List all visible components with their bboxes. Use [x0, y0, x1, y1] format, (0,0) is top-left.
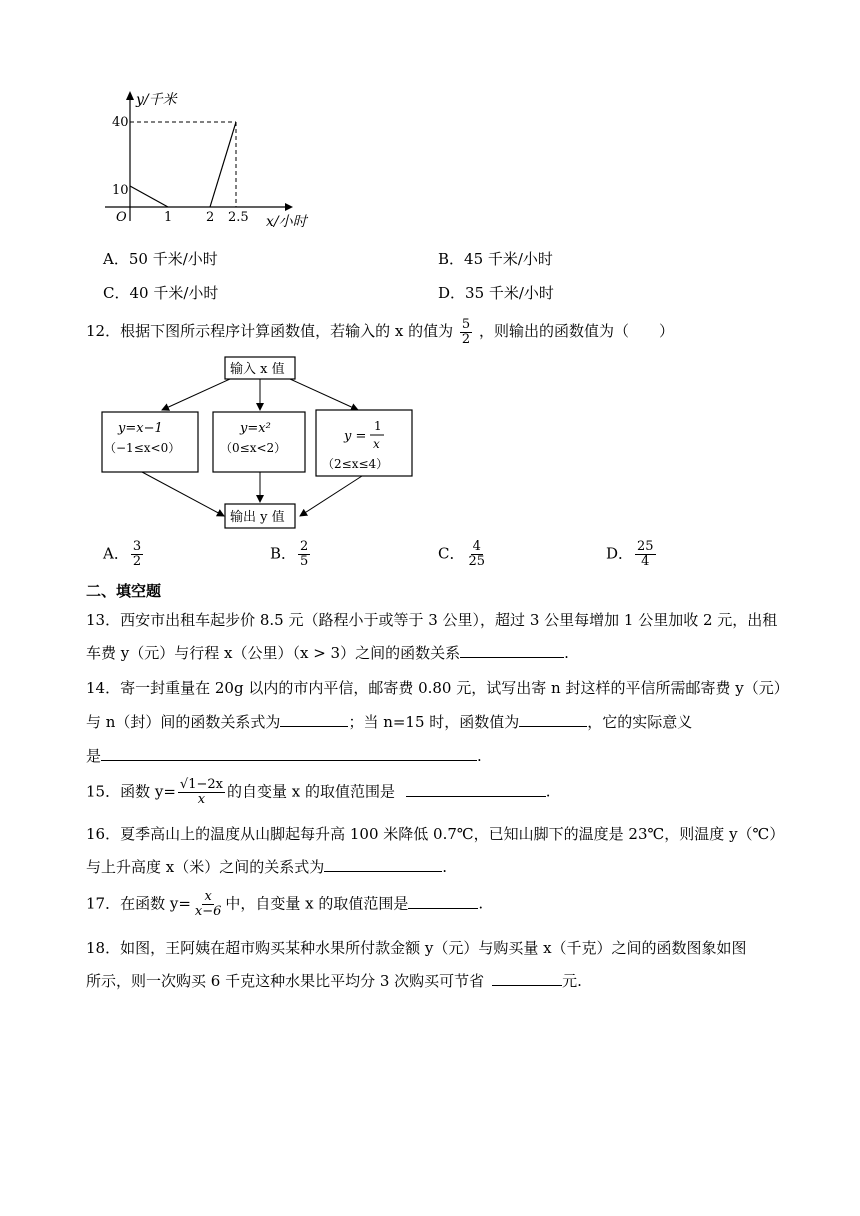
- flow-input-label: 输入 x 值: [230, 362, 285, 377]
- flow-arrow-from-box1: [142, 472, 224, 516]
- flow-box-3-domain: （2≤x≤4）: [322, 457, 389, 471]
- section-2-title: 二、填空题: [86, 582, 162, 600]
- segment-return: [130, 186, 168, 207]
- q14-answer-blank-1[interactable]: [280, 712, 348, 727]
- flow-box-1-formula: y=x−1: [118, 421, 163, 436]
- flow-arrow-to-box1: [162, 379, 230, 410]
- q14-line1: 14．寄一封重量在 20g 以内的市内平信，邮寄费 0.80 元，试写出寄 n 封这样的平信所需邮寄费 y（元）: [86, 679, 789, 697]
- x-tick-2: 2: [206, 210, 215, 225]
- q13-answer-blank[interactable]: [460, 643, 564, 658]
- y-axis-arrow: [126, 91, 134, 100]
- x-axis-arrow: [285, 203, 293, 211]
- x-axis-label: x/小时: [266, 214, 307, 230]
- q14-line2: 与 n（封）间的函数关系式为 ；当 n=15 时，函数值为 ，它的实际意义: [86, 713, 693, 731]
- distance-time-graph: [100, 86, 330, 236]
- q16-line2: 与上升高度 x（米）之间的关系式为 .: [86, 858, 448, 876]
- q12-option-b: B． $\frac{2}{5}$: [270, 539, 309, 569]
- flow-box-3-num: 1: [374, 419, 382, 433]
- q16-line1: 16．夏季高山上的温度从山脚起每升高 100 米降低 0.7℃，已知山脚下的温度是 23℃，则温度 y（℃）: [86, 825, 785, 843]
- flow-box-3-lhs: y =: [344, 429, 367, 444]
- q17-answer-blank[interactable]: [408, 894, 478, 909]
- q14-answer-blank-2[interactable]: [519, 712, 587, 727]
- q12-option-a: A． $\frac{3}{2}$: [103, 539, 142, 569]
- x-tick-1: 1: [164, 210, 173, 225]
- flow-output-label: 输出 y 值: [230, 510, 285, 525]
- q11-option-b: B．45 千米/小时: [438, 250, 553, 268]
- q17-line: 17．在函数 y= $\frac{x}{x-6}$ 中，自变量 x 的取值范围是 .: [86, 889, 484, 919]
- y-tick-10: 10: [112, 183, 129, 198]
- q18-line1: 18．如图，王阿姨在超市购买某种水果所付款金额 y（元）与购买量 x（千克）之间的函数图象如图: [86, 939, 747, 957]
- q18-answer-blank[interactable]: [492, 971, 562, 986]
- q16-answer-blank[interactable]: [324, 857, 442, 872]
- q12-input-fraction: $\frac{5}{2}$: [461, 316, 471, 347]
- flow-box-2-formula: y=x²: [240, 421, 271, 436]
- q12-flowchart: [100, 354, 420, 534]
- y-tick-40: 40: [112, 115, 129, 130]
- y-axis-label: y/千米: [136, 92, 177, 108]
- segment-outgoing: [210, 122, 236, 207]
- x-tick-2-5: 2.5: [228, 210, 249, 225]
- q14-answer-blank-3[interactable]: [101, 746, 477, 761]
- q11-option-c: C．40 千米/小时: [103, 284, 219, 302]
- q15-line: 15．函数 y= $\frac{√1-2x}{x}$ 的自变量 x 的取值范围是 .: [86, 777, 551, 807]
- q14-line3: 是 .: [86, 747, 482, 765]
- q11-option-a: A．50 千米/小时: [103, 250, 218, 268]
- flow-box-2-domain: （0≤x<2）: [220, 441, 287, 455]
- q11-option-d: D．35 千米/小时: [438, 284, 554, 302]
- origin-label: O: [116, 210, 127, 225]
- flow-arrow-from-box3: [300, 476, 362, 516]
- flow-box-3-den: x: [373, 437, 380, 451]
- q13-line1: 13．西安市出租车起步价 8.5 元（路程小于或等于 3 公里），超过 3 公里每增加 1 公里加收 2 元，出租: [86, 611, 778, 629]
- q15-answer-blank[interactable]: [406, 782, 546, 797]
- q12-option-d: D． $\frac{25}{4}$: [606, 539, 654, 569]
- flow-box-1-domain: （−1≤x<0）: [104, 441, 181, 455]
- q17-fraction: $\frac{x}{x-6}$: [194, 889, 222, 919]
- q12-option-c: C． $\frac{4}{25}$: [438, 539, 486, 569]
- q18-line2: 所示，则一次购买 6 千克这种水果比平均分 3 次购买可节省 元.: [86, 972, 582, 990]
- flow-arrow-to-box3: [290, 379, 358, 410]
- q15-fraction: $\frac{√1-2x}{x}$: [179, 777, 223, 807]
- q12-question: [86, 316, 674, 347]
- q13-line2: 车费 y（元）与行程 x（公里）（x > 3）之间的函数关系 .: [86, 644, 569, 662]
- q12-text-before: 12．根据下图所示程序计算函数值，若输入的 x 的值为: [86, 322, 454, 340]
- q12-text-after: ，则输出的函数值为（ ）: [478, 322, 674, 340]
